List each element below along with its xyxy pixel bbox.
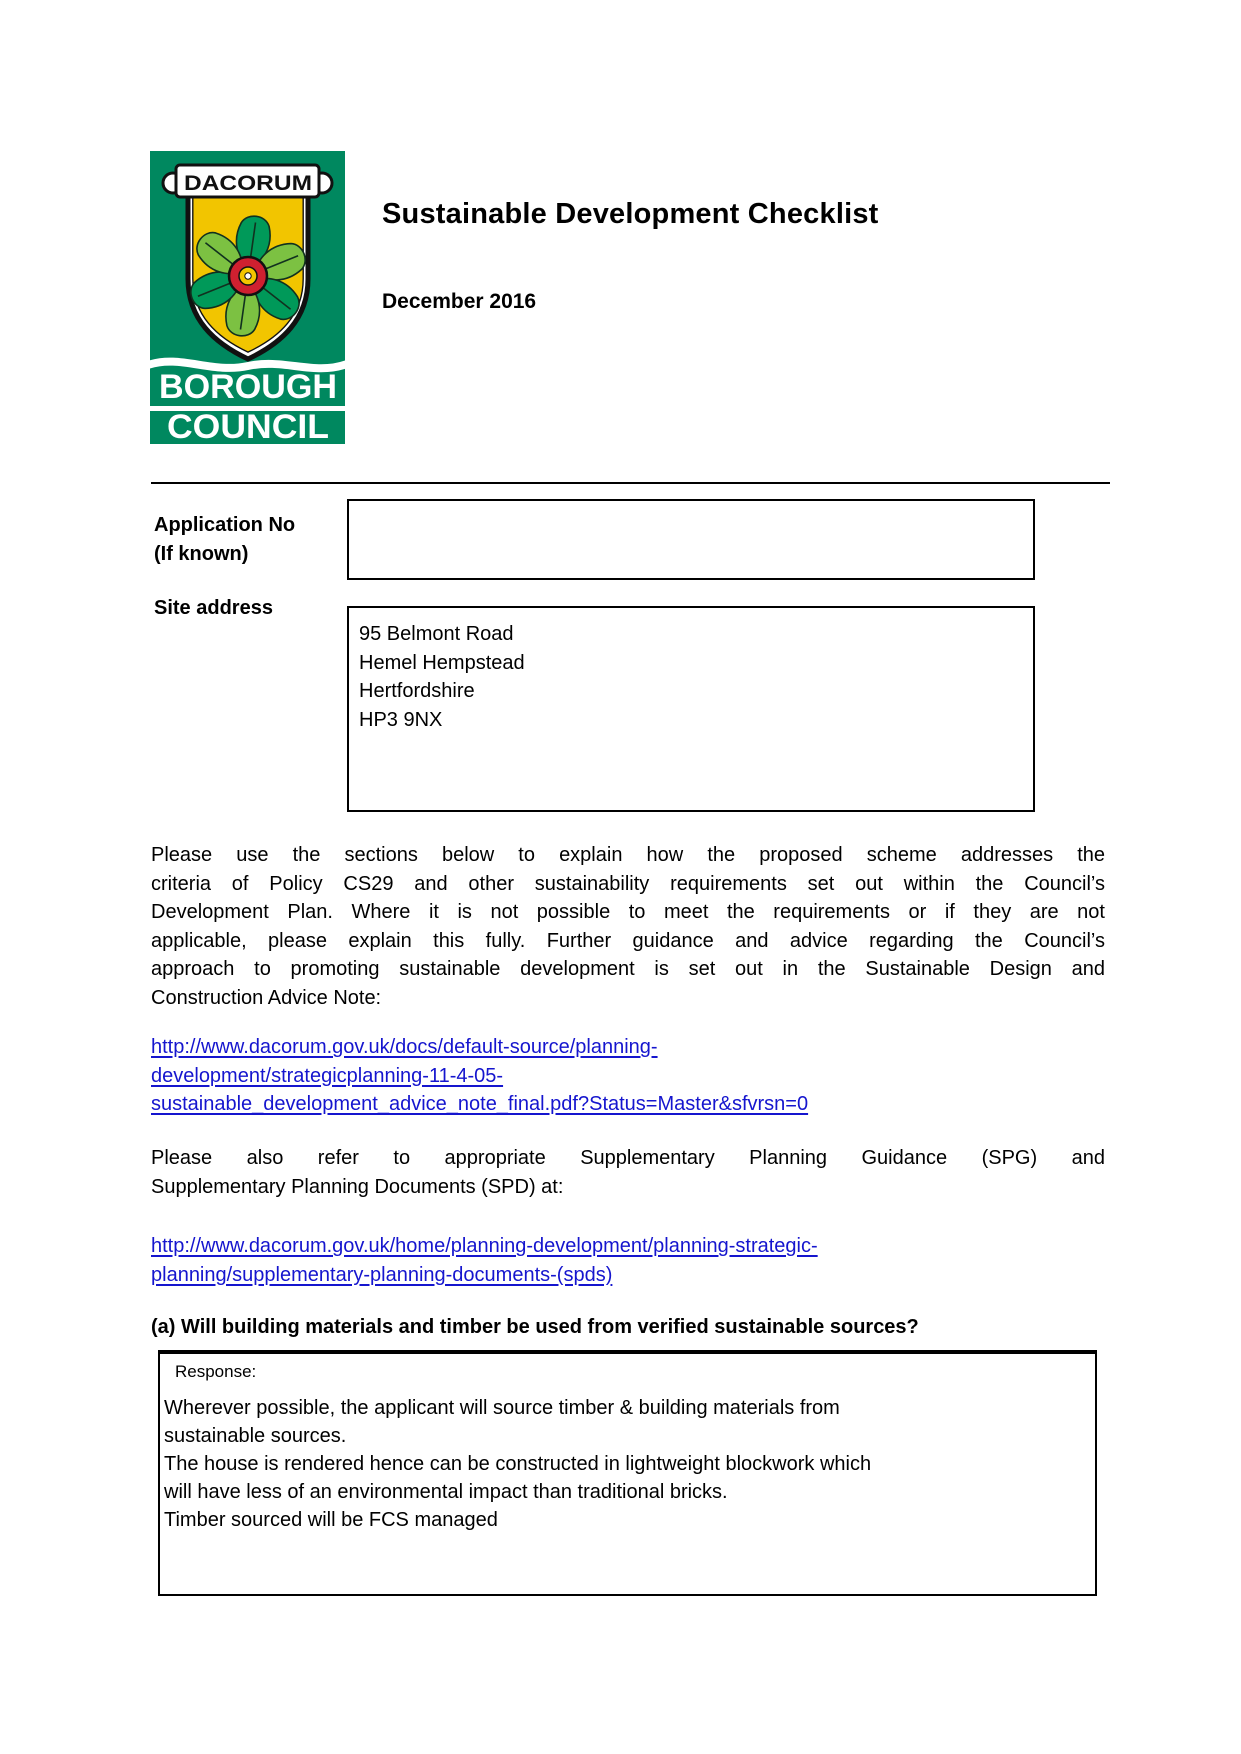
intro-paragraph	[151, 841, 1105, 1012]
logo-word-council: COUNCIL	[167, 408, 329, 444]
site-address-field[interactable]	[347, 606, 1035, 812]
text-line: will have less of an environmental impact than traditional bricks.	[164, 1481, 728, 1503]
text-line: Wherever possible, the applicant will source timber & building materials from	[164, 1397, 840, 1419]
text-line: planning/supplementary-planning-documents-(spds)	[151, 1263, 613, 1286]
crest-graphic	[150, 151, 345, 444]
spd-link[interactable]	[151, 1232, 1105, 1289]
page-title: Sustainable Development Checklist	[382, 198, 879, 230]
tudor-rose	[229, 257, 267, 295]
header-divider	[151, 482, 1110, 484]
dacorum-crest-logo	[150, 151, 345, 444]
text-line: sustainable_development_advice_note_final.pdf?Status=Master&sfvrsn=0	[151, 1093, 809, 1115]
text-line: 95 Belmont Road	[359, 623, 514, 645]
banner-text: DACORUM	[184, 172, 312, 195]
text-line: HP3 9NX	[359, 708, 443, 731]
spg-paragraph	[151, 1144, 1105, 1201]
text-line: Please also refer to appropriate Supplementary Planning Guidance (SPG) and	[151, 1147, 1105, 1169]
dacorum-banner	[163, 165, 332, 197]
text-line: Construction Advice Note:	[151, 986, 382, 1009]
text-line: Hertfordshire	[359, 680, 475, 702]
advice-note-link[interactable]	[151, 1033, 1105, 1119]
application-no-label-line2: (If known)	[154, 543, 249, 565]
text-line: criteria of Policy CS29 and other sustainability requirements set out within the Council’s	[151, 872, 1105, 895]
text-line: http://www.dacorum.gov.uk/home/planning-development/planning-strategic-	[151, 1235, 818, 1257]
text-line: Supplementary Planning Documents (SPD) at:	[151, 1175, 564, 1198]
site-address-label: Site address	[154, 597, 273, 619]
text-line: Timber sourced will be FCS managed	[164, 1509, 498, 1531]
application-no-label	[154, 511, 295, 569]
text-line: Development Plan. Where it is not possible to meet the requirements or if they are not	[151, 901, 1105, 923]
question-a-heading: (a) Will building materials and timber be used from verified sustainable sources?	[151, 1316, 919, 1338]
logo-word-borough: BOROUGH	[159, 368, 337, 406]
text-line: development/strategicplanning-11-4-05-	[151, 1064, 504, 1087]
response-text	[164, 1394, 1095, 1534]
application-no-field[interactable]	[347, 499, 1035, 580]
response-label: Response:	[175, 1362, 257, 1381]
text-line: approach to promoting sustainable development is set out in the Sustainable Design and	[151, 958, 1105, 980]
text-line: applicable, please explain this fully. Further guidance and advice regarding the Council’s	[151, 929, 1105, 952]
text-line: The house is rendered hence can be constructed in lightweight blockwork which	[164, 1453, 872, 1475]
response-box[interactable]	[158, 1350, 1097, 1596]
application-no-label-line1: Application No	[154, 514, 296, 536]
text-line: Please use the sections below to explain how the proposed scheme addresses the	[151, 844, 1105, 866]
document-date: December 2016	[382, 290, 537, 313]
text-line: http://www.dacorum.gov.uk/docs/default-source/planning-	[151, 1036, 658, 1058]
text-line: Hemel Hempstead	[359, 651, 525, 674]
text-line: sustainable sources.	[164, 1425, 347, 1447]
